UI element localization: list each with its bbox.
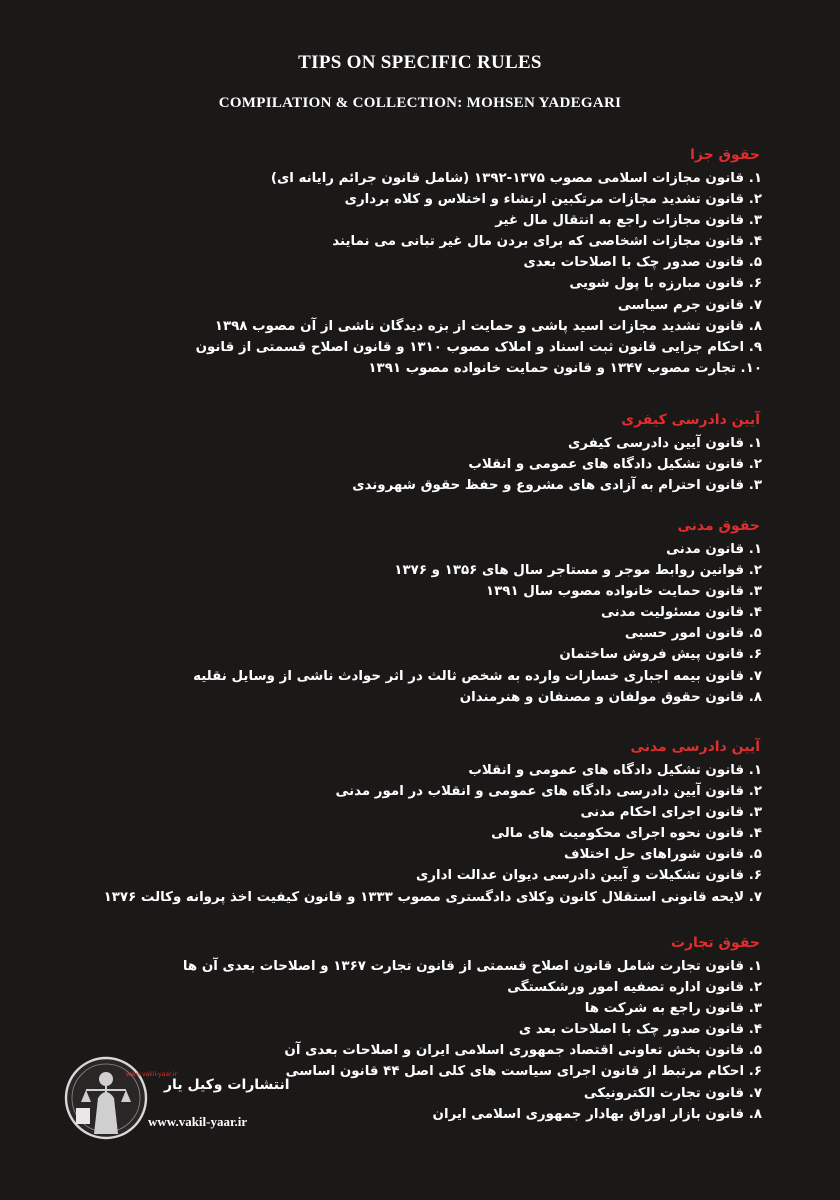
list-item: ۷. قانون بیمه اجباری خسارات وارده به شخص ثالث در اثر حوادث ناشی از وسایل نقلیه — [193, 668, 762, 684]
list-item: ۱. قانون مدنی — [666, 542, 762, 557]
list-item: ۴. قانون صدور چک با اصلاحات بعد ی — [518, 1022, 762, 1038]
list-item: ۸. قانون بازار اوراق بهادار جمهوری اسلامی ایران — [432, 1106, 762, 1122]
list-item: ۴. قانون مجازات اشخاصی که برای بردن مال غیر تبانی می نمایند — [332, 234, 762, 250]
list-item: ۳. قانون حمایت خانواده مصوب سال ۱۳۹۱ — [485, 584, 762, 600]
section-criminal-procedure — [62, 407, 762, 496]
list-item: ۴. قانون مسئولیت مدنی — [601, 605, 762, 621]
list-item: ۳. قانون راجع به شرکت ها — [584, 1001, 762, 1017]
list-item: ۵. قانون بخش تعاونی اقتصاد جمهوری اسلامی ایران و اصلاحات بعدی آن — [284, 1043, 762, 1059]
list-item: ۲. قانون آیین دادرسی دادگاه های عمومی و انقلاب در امور مدنی — [335, 784, 762, 800]
list-item: ۸. قانون حقوق مولفان و مصنفان و هنرمندان — [459, 689, 762, 705]
page-title: TIPS ON SPECIFIC RULES — [298, 52, 542, 73]
list-item: ۲. قوانین روابط موجر و مستاجر سال های ۱۳۵۶ و ۱۳۷۶ — [394, 563, 762, 579]
section-civil-procedure — [62, 734, 762, 908]
publisher-name: انتشارات وکیل یار — [164, 1077, 290, 1093]
page-subtitle: COMPILATION & COLLECTION: MOHSEN YADEGARI — [218, 95, 622, 111]
section-commercial-law — [62, 930, 762, 1125]
section-heading: حقوق جزا — [690, 147, 760, 163]
list-item: ۵. قانون صدور چک با اصلاحات بعدی — [523, 255, 762, 271]
list-item: ۳. قانون مجازات راجع به انتقال مال غیر — [495, 213, 762, 229]
list-item: ۶. قانون مبارزه با پول شویی — [569, 276, 762, 292]
section-civil-law — [62, 513, 762, 708]
list-item: ۱. قانون مجازات اسلامی مصوب ۱۳۷۵-۱۳۹۲ (شامل قانون جرائم رایانه ای) — [270, 171, 762, 186]
section-heading: آیین دادرسی کیفری — [621, 412, 760, 428]
list-item: ۱۰. تجارت مصوب ۱۳۴۷ و قانون حمایت خانواده مصوب ۱۳۹۱ — [368, 360, 762, 376]
list-item: ۵. قانون امور حسبی — [624, 626, 762, 642]
list-item: ۷. قانون تجارت الکترونیکی — [583, 1085, 762, 1101]
list-item: ۷. لایحه قانونی استقلال کانون وکلای دادگستری مصوب ۱۳۳۳ و قانون کیفیت اخذ پروانه وکالت ۱۳۷۶ — [103, 889, 762, 905]
list-item: ۶. احکام مرتبط از قانون اجرای سیاست های کلی اصل ۴۴ قانون اساسی — [285, 1064, 762, 1080]
list-item: ۱. قانون تجارت شامل قانون اصلاح قسمتی از قانون تجارت ۱۳۶۷ و اصلاحات بعدی آن ها — [182, 959, 762, 974]
list-item: ۹. احکام جزایی قانون ثبت اسناد و املاک مصوب ۱۳۱۰ و قانون اصلاح قسمتی از قانون — [195, 339, 762, 355]
publisher-website[interactable]: www.vakil-yaar.ir — [148, 1114, 248, 1129]
publisher-logo — [56, 1046, 178, 1146]
list-item: ۸. قانون تشدید مجازات اسید پاشی و حمایت از بزه دیدگان ناشی از آن مصوب ۱۳۹۸ — [214, 318, 762, 334]
list-item: ۲. قانون تشدید مجازات مرتکبین ارتشاء و اختلاس و کلاه برداری — [344, 192, 762, 208]
list-item: ۳. قانون احترام به آزادی های مشروع و حفظ حقوق شهروندی — [352, 478, 762, 494]
section-criminal-law — [62, 142, 762, 379]
list-item: ۶. قانون پیش فروش ساختمان — [559, 647, 762, 663]
list-item: ۷. قانون جرم سیاسی — [617, 297, 762, 313]
list-item: ۱. قانون آیین دادرسی کیفری — [568, 436, 762, 451]
list-item: ۳. قانون اجرای احکام مدنی — [580, 805, 762, 821]
section-heading: آیین دادرسی مدنی — [630, 739, 760, 755]
section-heading: حقوق مدنی — [677, 518, 760, 534]
section-heading: حقوق تجارت — [670, 935, 760, 951]
logo-url: www.vakil-yaar.ir — [126, 1071, 178, 1078]
list-item: ۱. قانون تشکیل دادگاه های عمومی و انقلاب — [468, 763, 762, 778]
list-item: ۲. قانون تشکیل دادگاه های عمومی و انقلاب — [468, 457, 762, 473]
list-item: ۶. قانون تشکیلات و آیین دادرسی دیوان عدالت اداری — [416, 868, 762, 884]
list-item: ۴. قانون نحوه اجرای محکومیت های مالی — [491, 826, 762, 842]
list-item: ۲. قانون اداره تصفیه امور ورشکستگی — [507, 980, 762, 996]
list-item: ۵. قانون شوراهای حل اختلاف — [563, 847, 762, 863]
